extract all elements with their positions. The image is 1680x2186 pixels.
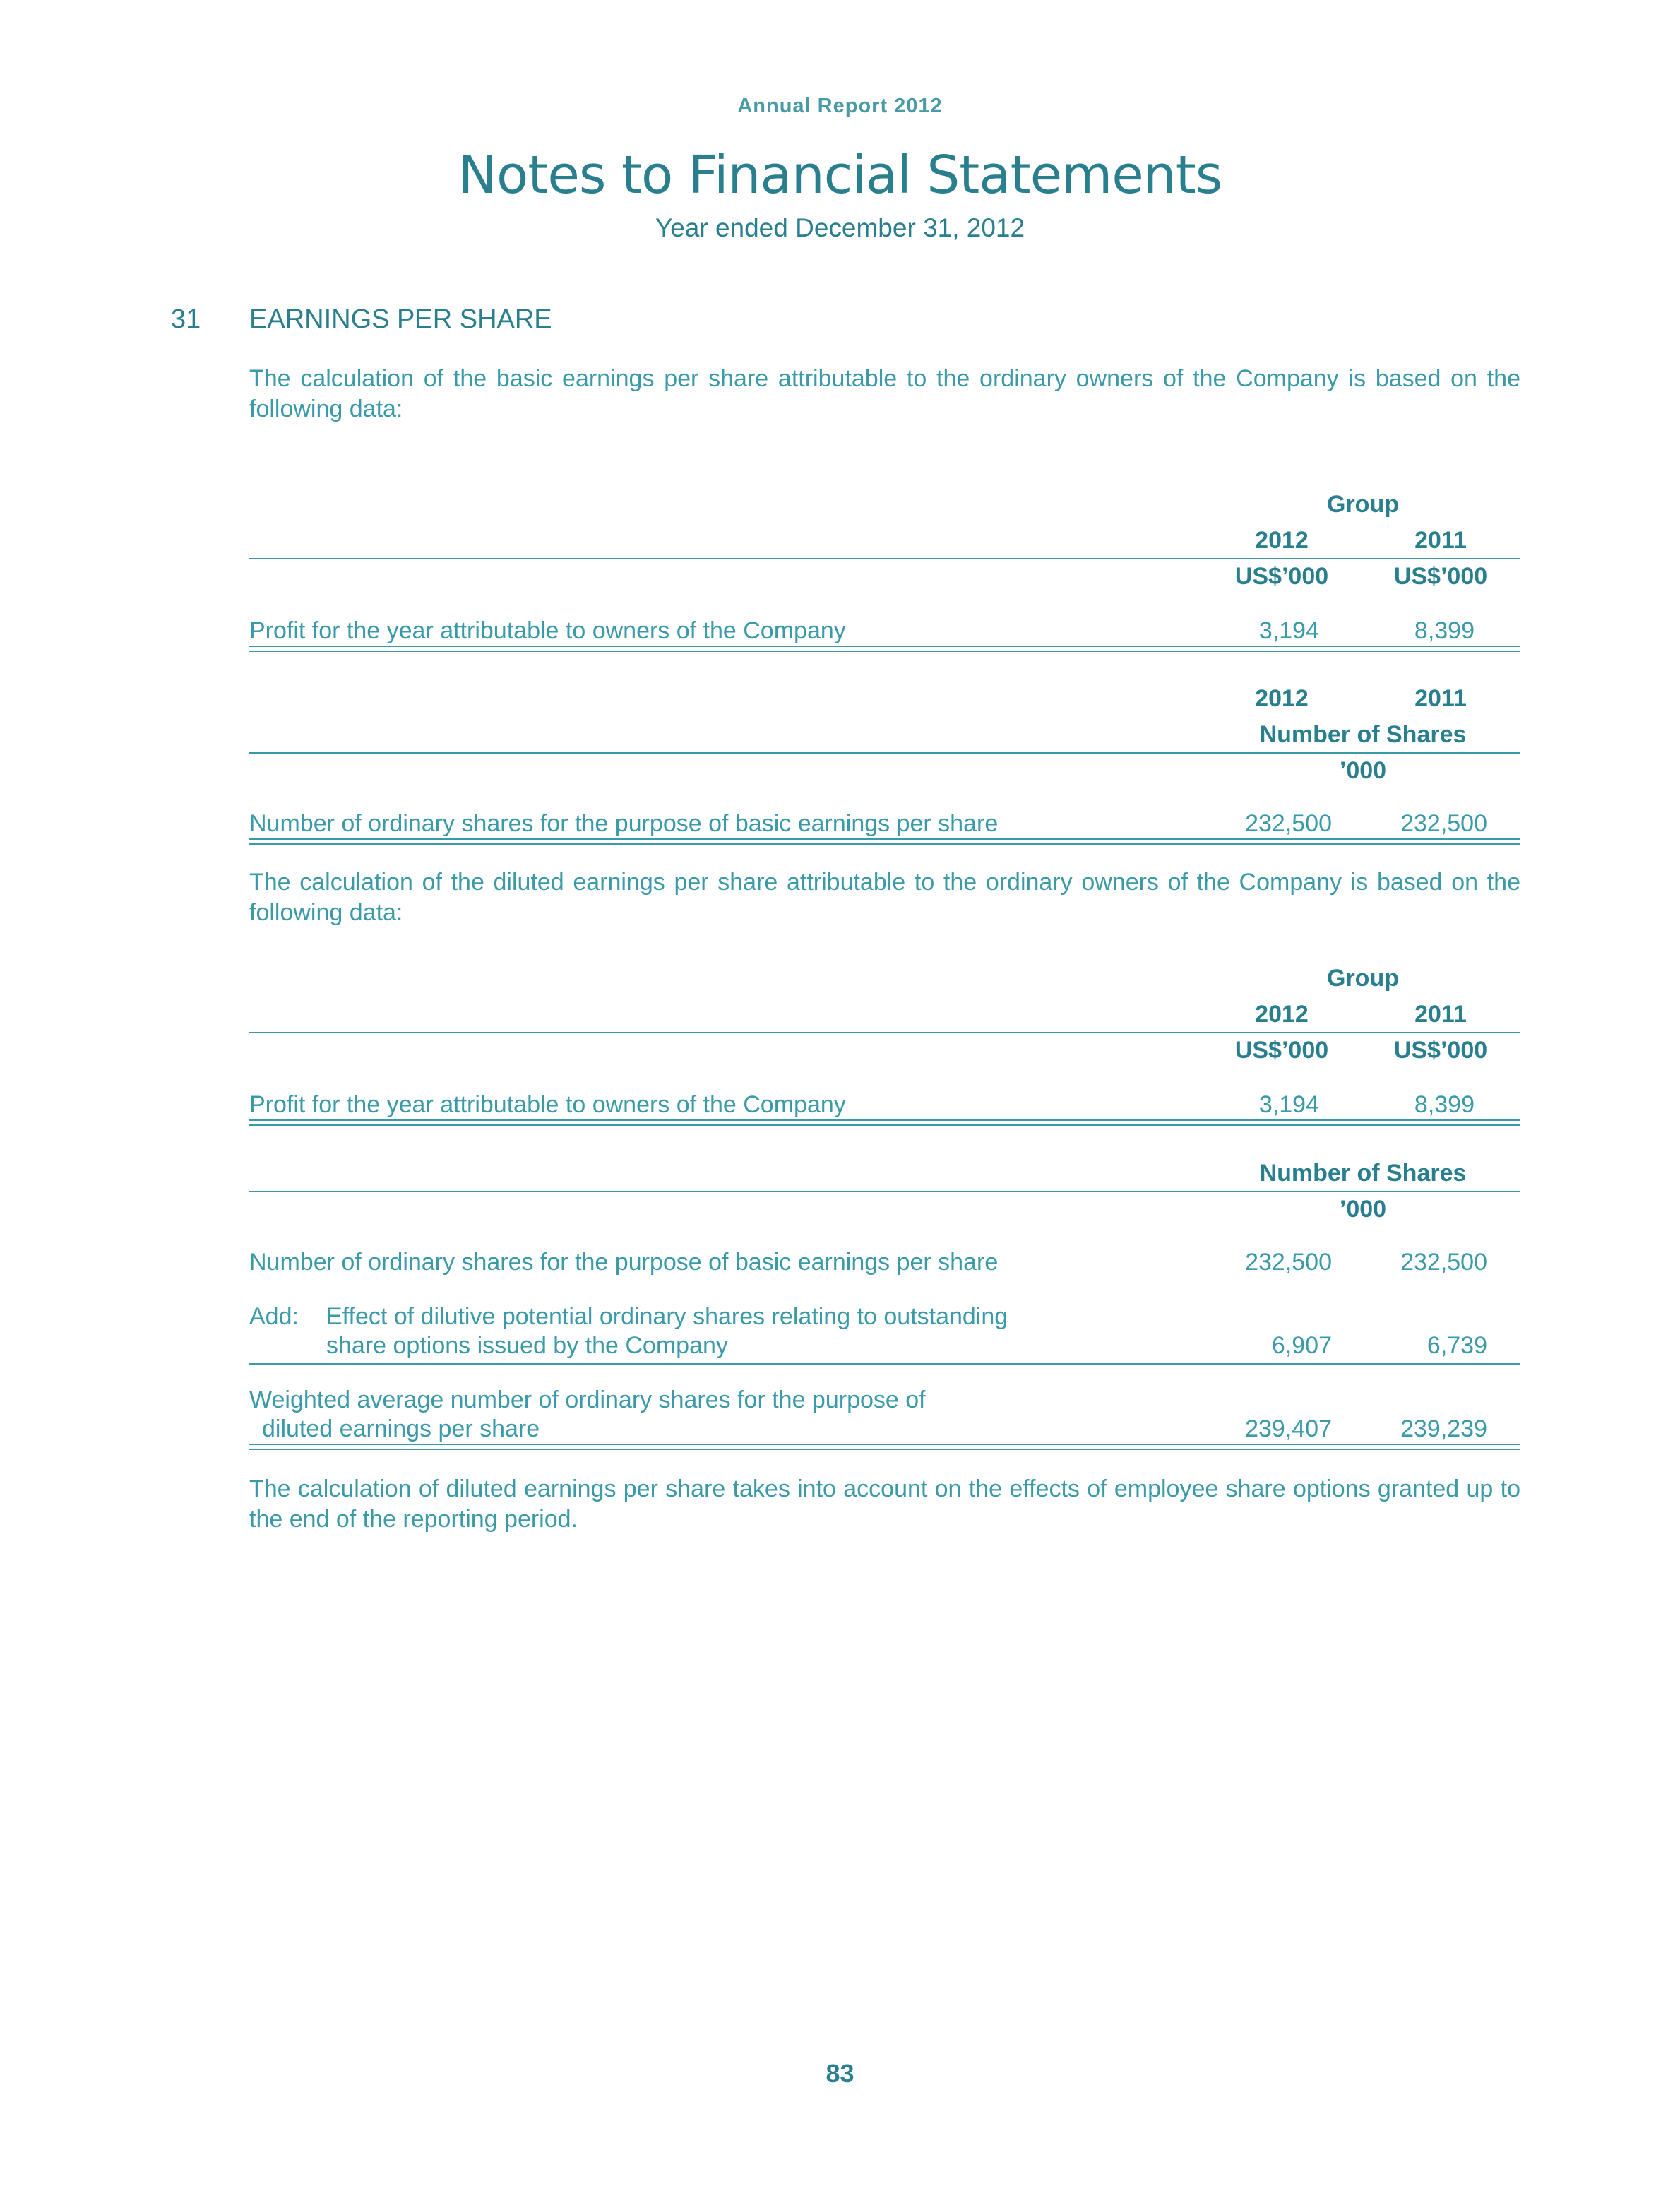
page-title: Notes to Financial Statements — [458, 145, 1222, 206]
shares-double-rule — [249, 838, 1520, 845]
shares-header: Number of Shares — [1259, 721, 1467, 748]
report-label: Annual Report 2012 — [737, 95, 943, 117]
shares-2011-value: 232,500 — [1400, 810, 1487, 837]
unit-2011-header: US$’000 — [1393, 563, 1488, 590]
year-2012-header: 2012 — [1255, 1001, 1309, 1028]
group-label: Group — [1327, 491, 1399, 518]
weighted-row-label-line2: diluted earnings per share — [262, 1415, 540, 1442]
group-label: Group — [1327, 965, 1399, 992]
basic-shares-2011-value: 232,500 — [1400, 1249, 1487, 1276]
section-number: 31 — [171, 304, 201, 334]
intro-basic-text: The calculation of the basic earnings per share attributable to the ordinary owners of the Company is based on the following data: — [249, 365, 1520, 422]
profit-2011-value: 8,399 — [1414, 617, 1475, 644]
year-2011-header: 2011 — [1414, 1001, 1467, 1028]
shares-year-2011-header: 2011 — [1414, 685, 1467, 712]
shares-unit-header: ’000 — [1339, 1196, 1387, 1223]
weighted-2011-value: 239,239 — [1400, 1415, 1487, 1442]
basic-shares-2012-value: 232,500 — [1245, 1249, 1332, 1276]
closing-paragraph — [249, 1474, 1520, 1535]
profit-double-rule — [249, 1119, 1520, 1126]
basic-shares-row-label: Number of ordinary shares for the purpose of basic earnings per share — [249, 1249, 999, 1276]
add-row-label-line2: share options issued by the Company — [326, 1332, 728, 1359]
unit-2012-header: US$’000 — [1234, 1037, 1329, 1064]
add-prefix: Add: — [249, 1303, 299, 1330]
profit-2012-value: 3,194 — [1258, 1091, 1319, 1118]
shares-header-rule — [249, 752, 1520, 754]
section-title: EARNINGS PER SHARE — [249, 304, 552, 334]
shares-2012-value: 232,500 — [1245, 810, 1332, 837]
add-row-label-line1: Effect of dilutive potential ordinary shares relating to outstanding — [326, 1303, 1008, 1330]
intro-diluted-paragraph — [249, 867, 1520, 928]
subtotal-rule — [249, 1363, 1520, 1365]
profit-row-label: Profit for the year attributable to owners of the Company — [249, 617, 846, 644]
year-2012-header: 2012 — [1255, 527, 1309, 554]
shares-header-rule — [249, 1191, 1520, 1192]
shares-unit-header: ’000 — [1339, 757, 1387, 784]
shares-row-label: Number of ordinary shares for the purpose of basic earnings per share — [249, 810, 999, 837]
add-2012-value: 6,907 — [1271, 1332, 1332, 1359]
unit-2011-header: US$’000 — [1393, 1037, 1488, 1064]
shares-header: Number of Shares — [1259, 1160, 1467, 1187]
weighted-row-label-line1: Weighted average number of ordinary shares for the purpose of — [249, 1386, 926, 1413]
shares-year-2012-header: 2012 — [1255, 685, 1309, 712]
profit-double-rule — [249, 646, 1520, 652]
unit-2012-header: US$’000 — [1234, 563, 1329, 590]
profit-row-label: Profit for the year attributable to owners of the Company — [249, 1091, 846, 1118]
page-number: 83 — [826, 2059, 854, 2088]
year-2011-header: 2011 — [1414, 527, 1467, 554]
weighted-2012-value: 239,407 — [1245, 1415, 1332, 1442]
page-subtitle: Year ended December 31, 2012 — [655, 213, 1025, 242]
closing-text: The calculation of diluted earnings per share takes into account on the effects of employee share options granted up to the end of the reporting period. — [249, 1475, 1520, 1533]
profit-2011-value: 8,399 — [1414, 1091, 1475, 1118]
profit-2012-value: 3,194 — [1258, 617, 1319, 644]
weighted-double-rule — [249, 1444, 1520, 1450]
intro-diluted-text: The calculation of the diluted earnings per share attributable to the ordinary owners of the Company is based on the following data: — [249, 869, 1520, 926]
intro-basic-paragraph — [249, 364, 1520, 424]
add-2011-value: 6,739 — [1426, 1332, 1487, 1359]
header-rule — [249, 558, 1520, 559]
header-rule — [249, 1032, 1520, 1033]
